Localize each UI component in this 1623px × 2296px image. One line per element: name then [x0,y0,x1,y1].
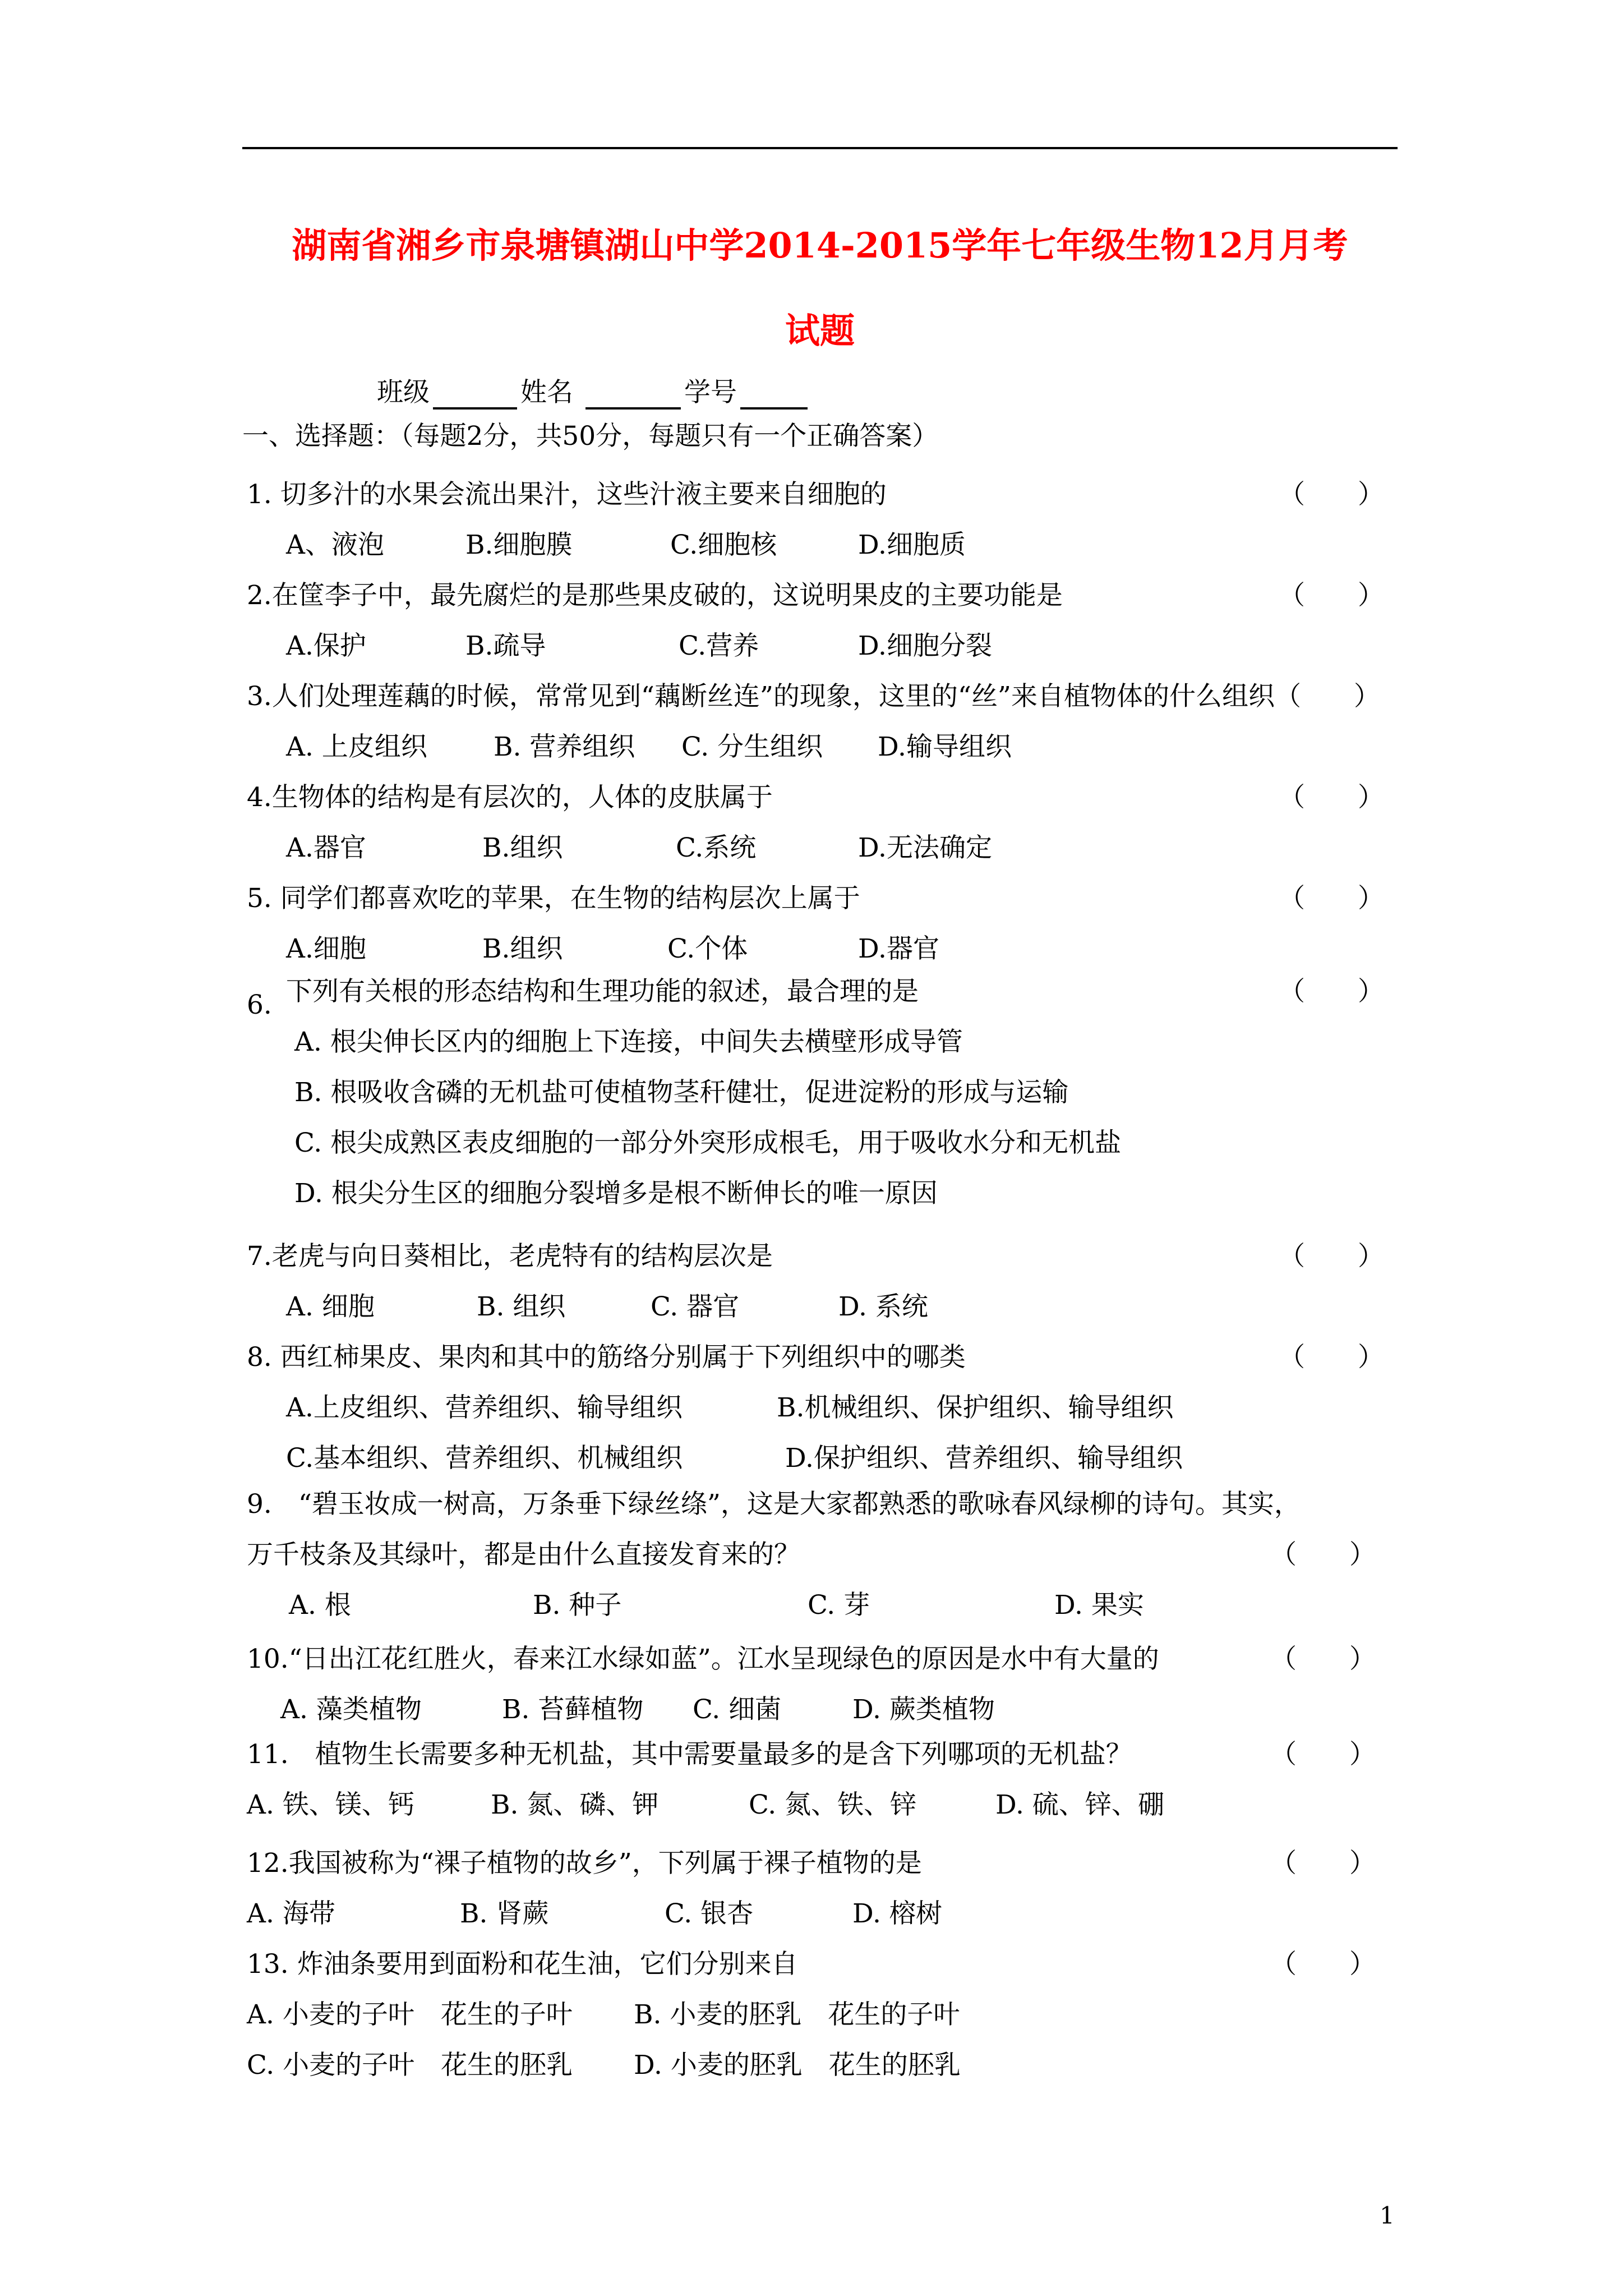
option: C. 芽 [808,1590,870,1621]
option: D. 果实 [1054,1590,1144,1621]
answer-paren[interactable]: （ ） [1279,479,1384,510]
option: B. 小麦的胚乳 花生的子叶 [634,1999,960,2030]
option: D. 系统 [838,1291,928,1322]
question-stem-continued: 万千枝条及其绿叶，都是由什么直接发育来的？ [247,1539,800,1570]
option: B.细胞膜 [465,530,573,560]
option: C. 根尖成熟区表皮细胞的一部分外突形成根毛，用于吸收水分和无机盐 [294,1128,1122,1158]
option: A. 小麦的子叶 花生的子叶 [247,1999,573,2030]
question-stem: 1. 切多汁的水果会流出果汁，这些汁液主要来自细胞的 [247,479,887,510]
option: D. 硫、锌、硼 [995,1789,1164,1820]
option: C.基本组织、营养组织、机械组织 [286,1443,683,1474]
option: D.细胞质 [858,530,966,560]
question-stem: 4.生物体的结构是有层次的，人体的皮肤属于 [247,782,773,813]
option: D. 榕树 [852,1898,942,1929]
header-rule [242,147,1398,149]
question-stem: 3.人们处理莲藕的时候，常常见到“藕断丝连”的现象，这里的“丝”来自植物体的什么组织（ ） [247,681,1380,712]
option: C.个体 [667,933,748,964]
question-stem: 7.老虎与向日葵相比，老虎特有的结构层次是 [247,1241,773,1272]
answer-paren[interactable]: （ ） [1270,1848,1376,1879]
option: A.上皮组织、营养组织、输导组织 [286,1392,683,1423]
answer-paren[interactable]: （ ） [1279,1241,1384,1272]
number-label: 学号 [684,377,737,408]
option: D. 根尖分生区的细胞分裂增多是根不断伸长的唯一原因 [294,1178,938,1209]
option: B.组织 [482,832,563,863]
answer-paren[interactable]: （ ） [1270,1739,1376,1770]
answer-paren[interactable]: （ ） [1279,782,1384,813]
option: A. 上皮组织 [286,731,427,762]
option: D.器官 [858,933,939,964]
option: C. 银杏 [665,1898,754,1929]
option: B. 肾蕨 [460,1898,549,1929]
option: A. 细胞 [286,1291,375,1322]
answer-paren[interactable]: （ ） [1270,1949,1376,1980]
option: B. 苔藓植物 [502,1694,644,1725]
option: C. 氮、铁、锌 [749,1789,917,1820]
option: C. 分生组织 [681,731,823,762]
name-label: 姓名 [520,377,573,408]
option: A. 藻类植物 [280,1694,422,1725]
option: B.组织 [482,933,563,964]
answer-paren[interactable]: （ ） [1279,1342,1384,1373]
answer-paren[interactable]: （ ） [1270,1539,1376,1570]
question-stem: 12.我国被称为“裸子植物的故乡”，下列属于裸子植物的是 [247,1848,922,1879]
question-stem: 13. 炸油条要用到面粉和花生油，它们分别来自 [247,1949,798,1980]
option: B. 营养组织 [494,731,635,762]
question-stem: 2.在筐李子中，最先腐烂的是那些果皮破的，这说明果皮的主要功能是 [247,580,1063,611]
question-stem: 5. 同学们都喜欢吃的苹果，在生物的结构层次上属于 [247,883,860,914]
option: C.系统 [676,832,757,863]
option: C. 小麦的子叶 花生的胚乳 [247,2050,573,2081]
answer-paren[interactable]: （ ） [1279,976,1384,1007]
question-stem: 8. 西红柿果皮、果肉和其中的筋络分别属于下列组织中的哪类 [247,1342,966,1373]
class-label: 班级 [377,377,430,408]
option: A.器官 [286,832,366,863]
option: C.营养 [679,631,759,661]
option: C. 细菌 [693,1694,782,1725]
question-number: 6. [247,990,272,1020]
page-number: 1 [1380,2202,1395,2229]
question-stem: 11. 植物生长需要多种无机盐，其中需要量最多的是含下列哪项的无机盐？ [247,1739,1132,1770]
class-blank[interactable] [433,381,517,409]
option: C.细胞核 [670,530,777,560]
option: B. 组织 [477,1291,566,1322]
answer-paren[interactable]: （ ） [1270,1644,1376,1674]
option: B.疏导 [465,631,546,661]
option: A. 海带 [247,1898,335,1929]
number-blank[interactable] [740,381,808,409]
option: D.细胞分裂 [858,631,992,661]
option: A.保护 [286,631,366,661]
option: B. 氮、磷、钾 [491,1789,659,1820]
question-stem: 下列有关根的形态结构和生理功能的叙述，最合理的是 [286,976,919,1007]
option: D.输导组织 [878,731,1012,762]
answer-paren[interactable]: （ ） [1279,580,1384,611]
option: B. 种子 [533,1590,622,1621]
option: A、液泡 [286,530,384,560]
section-heading: 一、选择题：（每题2分，共50分，每题只有一个正确答案） [242,421,939,452]
option: A.细胞 [286,933,366,964]
exam-title: 湖南省湘乡市泉塘镇湖山中学2014-2015学年七年级生物12月月考 [292,225,1348,266]
option: A. 根 [289,1590,351,1621]
option: D. 蕨类植物 [852,1694,995,1725]
question-stem: 10.“日出江花红胜火，春来江水绿如蓝”。江水呈现绿色的原因是水中有大量的 [247,1644,1159,1674]
option: C. 器官 [651,1291,740,1322]
option: B.机械组织、保护组织、输导组织 [777,1392,1174,1423]
answer-paren[interactable]: （ ） [1279,883,1384,914]
option: B. 根吸收含磷的无机盐可使植物茎秆健壮，促进淀粉的形成与运输 [294,1077,1069,1108]
option: D.无法确定 [858,832,992,863]
option: A. 根尖伸长区内的细胞上下连接，中间失去横壁形成导管 [294,1027,963,1057]
exam-title-continued: 试题 [785,310,855,351]
student-info-row [377,376,811,409]
option: D. 小麦的胚乳 花生的胚乳 [634,2050,961,2081]
question-stem: 9. “碧玉妆成一树高，万条垂下绿丝绦”，这是大家都熟悉的歌咏春风绿柳的诗句。其实， [247,1489,1301,1520]
name-blank[interactable] [585,381,681,409]
option: D.保护组织、营养组织、输导组织 [785,1443,1183,1474]
option: A. 铁、镁、钙 [247,1789,414,1820]
